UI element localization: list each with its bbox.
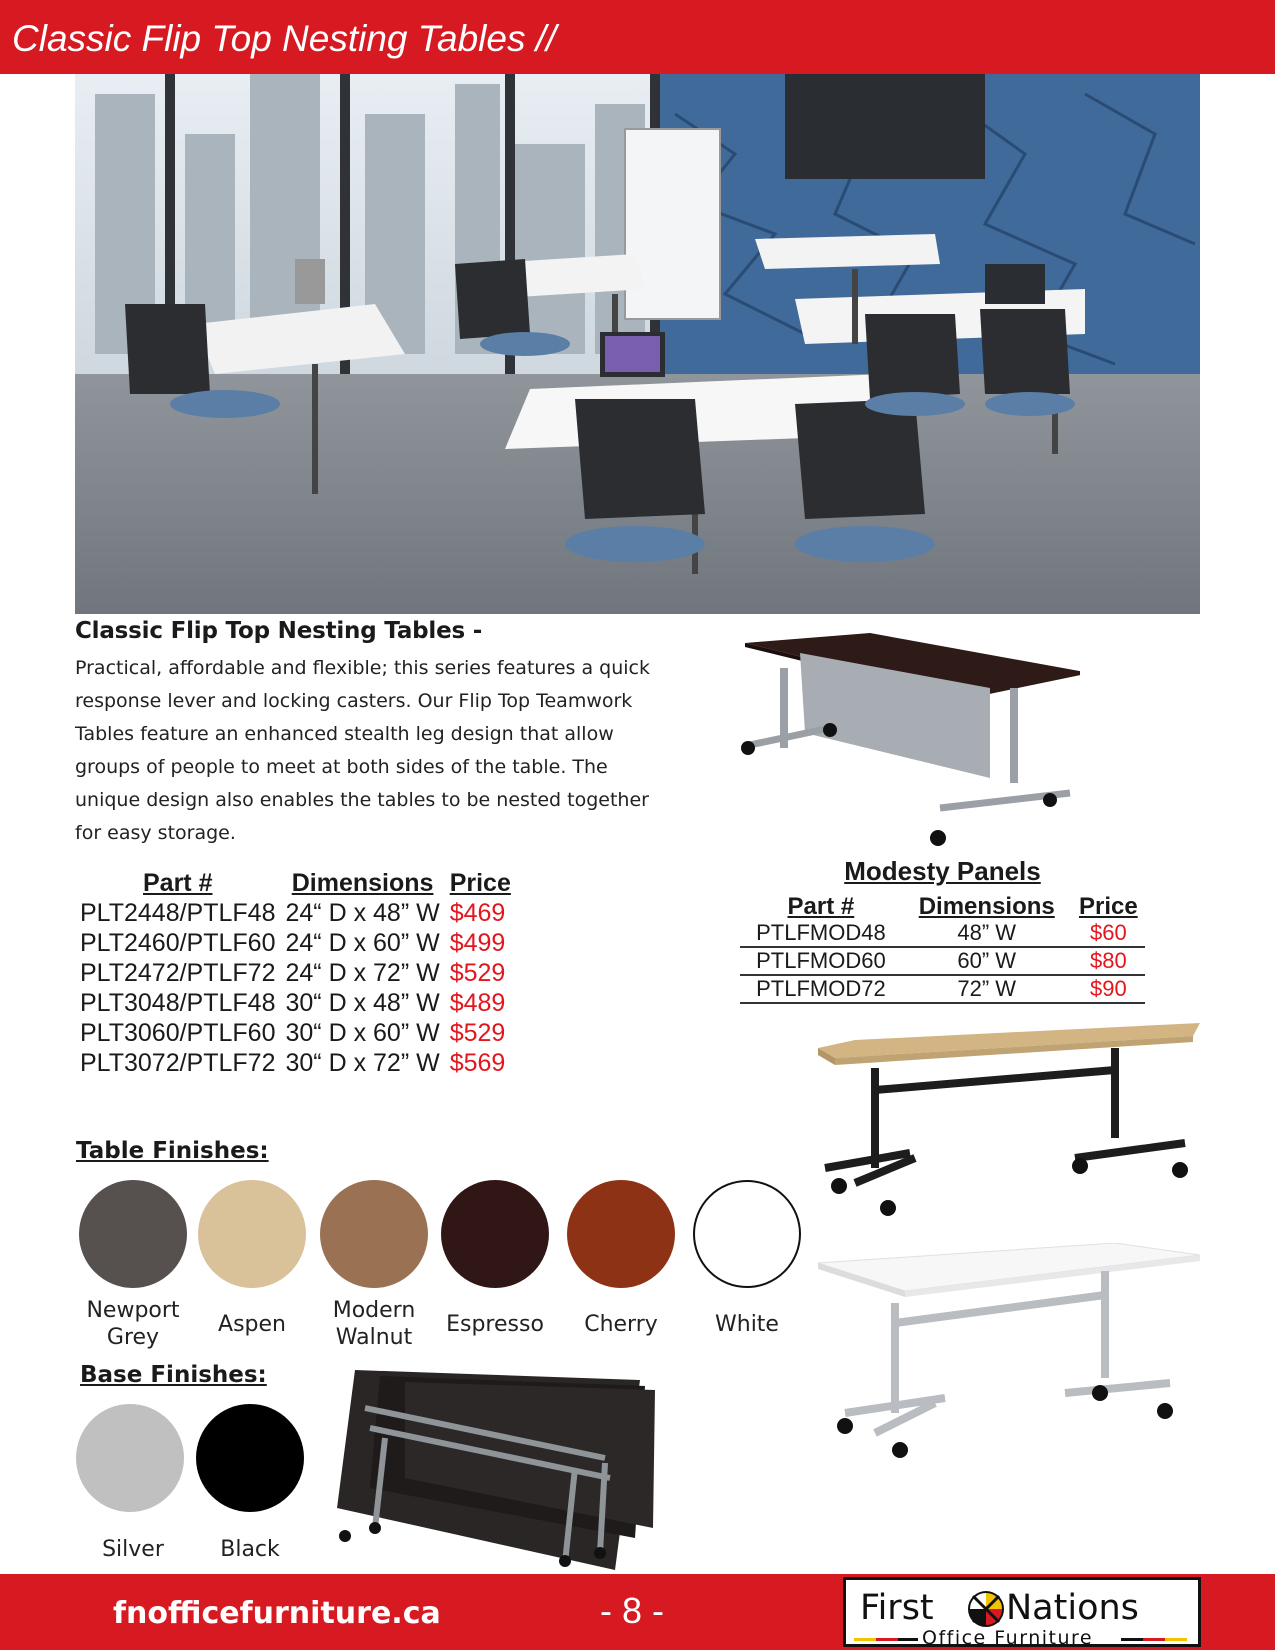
modesty-panels-section — [740, 856, 1145, 1004]
price: $60 — [1089, 920, 1127, 945]
table-image-white — [815, 1243, 1200, 1463]
intro-paragraph — [75, 652, 685, 850]
dimensions: 72” W — [957, 976, 1017, 1001]
swatch-black — [196, 1404, 304, 1512]
swatch-modern-walnut — [320, 1180, 428, 1288]
intro-section — [75, 618, 685, 850]
dimensions: 48” W — [957, 920, 1017, 945]
finish-label: Espresso — [446, 1312, 544, 1337]
dimensions: 60” W — [957, 948, 1017, 973]
dimensions: 24“ D x 72” W — [285, 959, 440, 987]
base-finish-label: Black — [220, 1537, 280, 1562]
table-row — [80, 988, 521, 1018]
parts-table — [80, 868, 521, 1078]
table-image-aspen — [815, 1018, 1200, 1223]
header-part: Part # — [787, 893, 855, 920]
swatch-newport-grey — [79, 1180, 187, 1288]
table-row — [80, 1018, 521, 1048]
dimensions: 24“ D x 60” W — [285, 929, 440, 957]
base-finishes-label: Base Finishes: — [80, 1362, 267, 1388]
dimensions: 30“ D x 72” W — [285, 1049, 440, 1077]
intro-line: unique design also enables the tables to be nested together — [75, 789, 649, 811]
company-logo — [843, 1577, 1201, 1647]
header-part: Part # — [143, 869, 213, 897]
top-banner — [0, 0, 1275, 74]
intro-line: Practical, affordable and flexible; this series features a quick — [75, 657, 650, 679]
medicine-wheel-icon — [967, 1590, 1005, 1628]
logo-line-yellow — [1165, 1638, 1187, 1641]
nested-tables-image — [335, 1368, 665, 1570]
logo-line-yellow — [854, 1638, 876, 1641]
finish-label-line: Newport — [86, 1298, 180, 1323]
part-number: PTLFMOD60 — [756, 948, 886, 973]
price: $529 — [449, 959, 506, 987]
price: $90 — [1089, 976, 1127, 1001]
table-finishes-label: Table Finishes: — [76, 1138, 269, 1164]
price: $529 — [449, 1019, 506, 1047]
page-title: Classic Flip Top Nesting Tables // — [12, 18, 557, 59]
header-dimensions: Dimensions — [918, 893, 1055, 920]
table-row — [740, 920, 1145, 947]
logo-line-black — [898, 1638, 918, 1641]
logo-subtitle: Office Furniture — [922, 1627, 1094, 1649]
header-price: Price — [1078, 893, 1138, 920]
hero-photo — [75, 74, 1200, 614]
header-dimensions: Dimensions — [291, 869, 434, 897]
swatch-cherry — [567, 1180, 675, 1288]
table-header-row — [80, 868, 521, 898]
website-link[interactable]: fnofficefurniture.ca — [113, 1596, 441, 1631]
table-image-espresso — [740, 628, 1080, 848]
finish-label-line: Grey — [106, 1325, 160, 1350]
intro-line: groups of people to meet at both sides of the table. The — [75, 756, 608, 778]
part-number: PLT3048/PTLF48 — [80, 989, 276, 1017]
base-finish-label: Silver — [102, 1537, 164, 1562]
table-header-row — [740, 893, 1145, 920]
finish-label — [68, 1297, 198, 1351]
dimensions: 30“ D x 48” W — [285, 989, 440, 1017]
part-number: PTLFMOD72 — [756, 976, 886, 1001]
part-number: PLT3072/PTLF72 — [80, 1049, 276, 1077]
finish-label: Aspen — [218, 1312, 286, 1337]
price: $499 — [449, 929, 506, 957]
intro-line: for easy storage. — [75, 822, 236, 844]
part-number: PLT2460/PTLF60 — [80, 929, 276, 957]
finish-label-line: Modern — [332, 1298, 416, 1323]
finish-label-line: Walnut — [335, 1325, 413, 1350]
dimensions: 24“ D x 48” W — [285, 899, 440, 927]
page-number: - 8 - — [600, 1590, 665, 1631]
finish-label: Cherry — [584, 1312, 658, 1337]
table-row — [80, 928, 521, 958]
price: $569 — [449, 1049, 506, 1077]
price: $80 — [1089, 948, 1127, 973]
modesty-table — [740, 893, 1145, 1004]
swatch-silver — [76, 1404, 184, 1512]
swatch-aspen — [198, 1180, 306, 1288]
swatch-white — [693, 1180, 801, 1288]
modesty-title: Modesty Panels — [844, 856, 1041, 886]
part-number: PLT2448/PTLF48 — [80, 899, 276, 927]
table-row — [740, 947, 1145, 975]
finish-label: White — [715, 1312, 779, 1337]
finish-label — [309, 1297, 439, 1351]
intro-line: response lever and locking casters. Our Flip Top Teamwork — [75, 690, 633, 712]
dimensions: 30“ D x 60” W — [285, 1019, 440, 1047]
table-row — [80, 898, 521, 928]
price: $469 — [449, 899, 506, 927]
swatch-espresso — [441, 1180, 549, 1288]
part-number: PTLFMOD48 — [756, 920, 886, 945]
classroom-illustration — [75, 74, 1200, 614]
logo-line-red — [876, 1638, 898, 1641]
table-row — [80, 958, 521, 988]
intro-heading: Classic Flip Top Nesting Tables - — [75, 618, 483, 644]
logo-line-black — [1121, 1638, 1143, 1641]
intro-line: Tables feature an enhanced stealth leg design that allow — [75, 723, 614, 745]
logo-line-red — [1143, 1638, 1165, 1641]
logo-word-nations: Nations — [1006, 1588, 1139, 1628]
part-number: PLT3060/PTLF60 — [80, 1019, 276, 1047]
header-price: Price — [449, 869, 511, 897]
logo-word-first: First — [860, 1588, 934, 1628]
table-row — [740, 975, 1145, 1003]
price: $489 — [449, 989, 506, 1017]
table-row — [80, 1048, 521, 1078]
part-number: PLT2472/PTLF72 — [80, 959, 276, 987]
